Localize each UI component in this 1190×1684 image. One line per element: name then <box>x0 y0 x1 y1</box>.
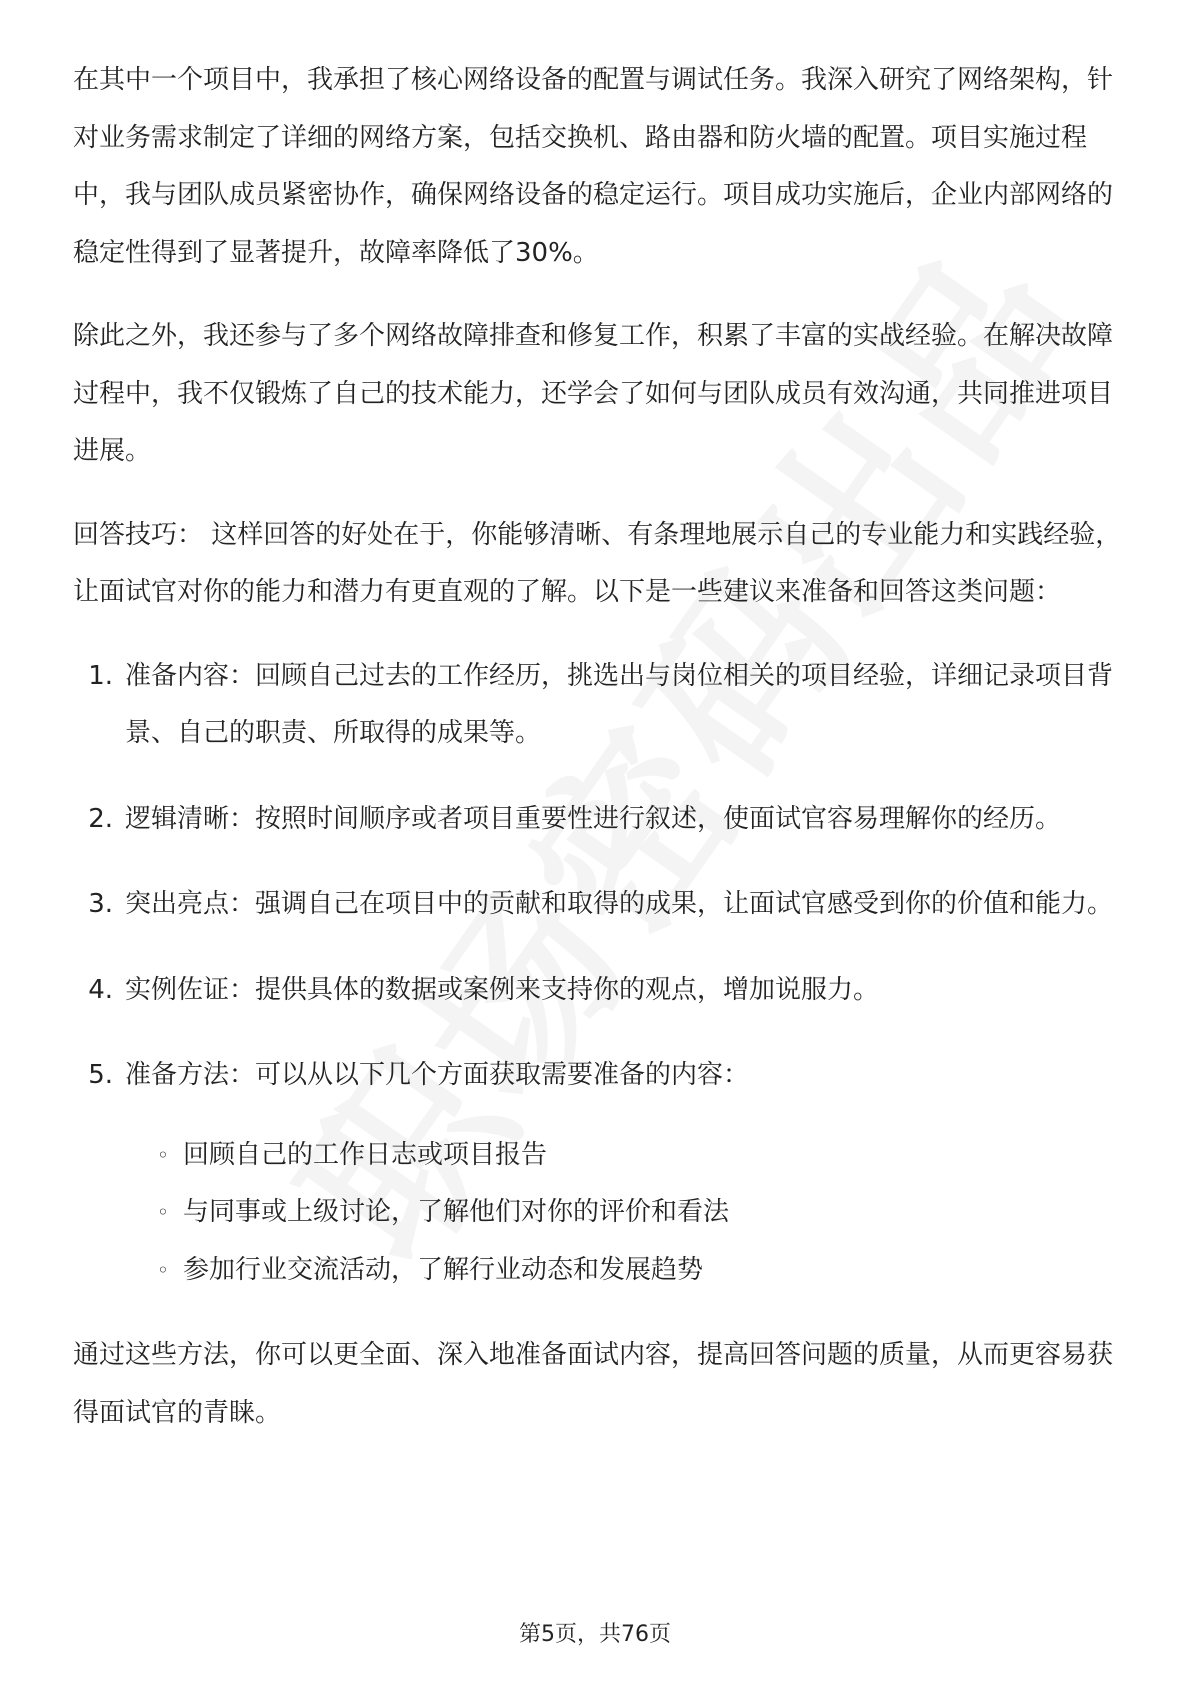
paragraph-answer-tips: 回答技巧： 这样回答的好处在于，你能够清晰、有条理地展示自己的专业能力和实践经验，让面试官对你的能力和潜力有更直观的了解。以下是一些建议来准备和回答这类问题： <box>73 519 1122 607</box>
list-item-text: 准备方法：可以从以下几个方面获取需要准备的内容： <box>125 1060 750 1090</box>
bullet-circle-icon: ◦ <box>157 1200 169 1224</box>
list-item-text: 准备内容：回顾自己过去的工作经历，挑选出与岗位相关的项目经验，详细记录项目背景、自己的职责、所取得的成果等。 <box>125 660 1114 748</box>
list-number: 5. <box>88 1060 113 1090</box>
paragraph-closing: 通过这些方法，你可以更全面、深入地准备面试内容，提高回答问题的质量，从而更容易获得面试官的青睐。 <box>73 1340 1114 1428</box>
list-item <box>88 876 1123 934</box>
sub-list-item <box>157 1184 1123 1242</box>
sub-list-item-text: 回顾自己的工作日志或项目报告 <box>183 1139 548 1170</box>
list-item-text: 逻辑清晰：按照时间顺序或者项目重要性进行叙述，使面试官容易理解你的经历。 <box>125 803 1062 834</box>
page-footer: 第5页，共76页 <box>519 1622 671 1647</box>
list-item <box>88 1047 1123 1299</box>
list-number: 1. <box>88 660 113 691</box>
bullet-circle-icon: ◦ <box>157 1142 169 1167</box>
list-item <box>88 791 1123 849</box>
paragraph-troubleshooting: 除此之外，我还参与了多个网络故障排查和修复工作，积累了丰富的实战经验。在解决故障过程中，我不仅锻炼了自己的技术能力，还学会了如何与团队成员有效沟通，共同推进项目进展。 <box>73 321 1114 466</box>
sub-list-item-text: 与同事或上级讨论，了解他们对你的评价和看法 <box>183 1197 730 1227</box>
list-item <box>88 648 1123 763</box>
bullet-circle-icon: ◦ <box>157 1257 169 1282</box>
list-item <box>88 962 1123 1020</box>
list-number: 4. <box>88 974 113 1005</box>
sub-list-item <box>157 1127 1123 1185</box>
document-body <box>73 52 1123 1468</box>
list-number: 2. <box>88 803 113 834</box>
sub-list <box>125 1127 1123 1300</box>
list-item-text: 突出亮点：强调自己在项目中的贡献和取得的成果，让面试官感受到你的价值和能力。 <box>125 889 1114 919</box>
tips-list <box>73 648 1123 1300</box>
sub-list-item <box>157 1242 1123 1300</box>
list-number: 3. <box>88 889 113 919</box>
paragraph-project-experience: 在其中一个项目中，我承担了核心网络设备的配置与调试任务。我深入研究了网络架构，针对业务需求制定了详细的网络方案，包括交换机、路由器和防火墙的配置。项目实施过程中，我与团队成员紧密协作，确保网络设备的稳定运行。项目成功实施后，企业内部网络的稳定性得到了显著提升，故障率降低了30%。 <box>73 65 1114 268</box>
list-item-text: 实例佐证：提供具体的数据或案例来支持你的观点，增加说服力。 <box>125 974 880 1005</box>
sub-list-item-text: 参加行业交流活动，了解行业动态和发展趋势 <box>183 1254 704 1285</box>
